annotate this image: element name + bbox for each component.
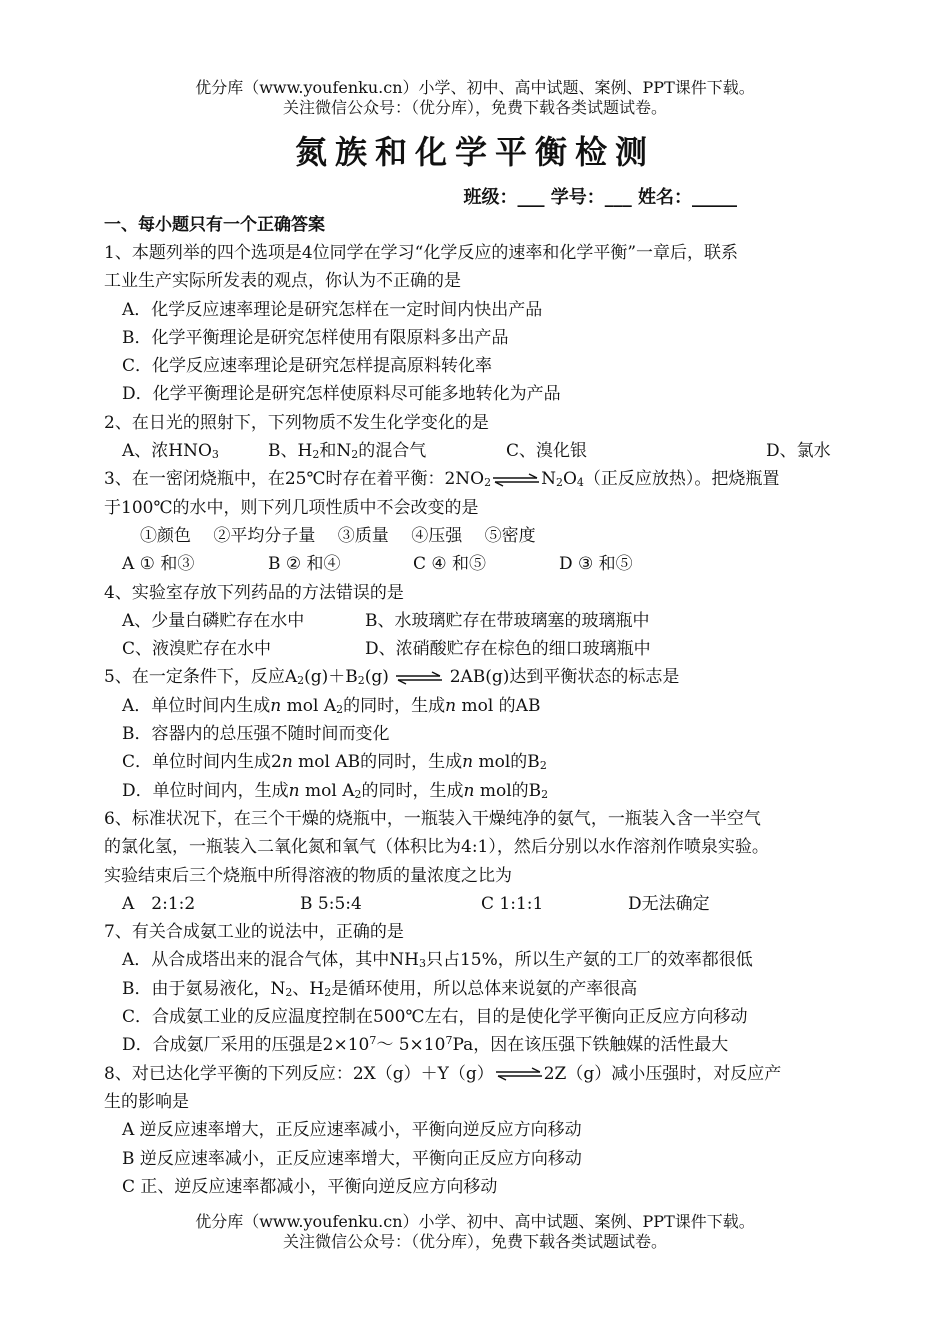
equilibrium-arrow-icon [394,671,444,685]
q3-options [104,550,854,578]
q8-stem-1: 8、对已达化学平衡的下列反应：2X（g）＋Y（g） 2Z（g）减小压强时，对反应产 [104,1063,782,1084]
q4-option-a: A、少量白磷贮存在水中 [122,610,305,631]
q2-options [104,437,854,465]
page-title: 氮族和化学平衡检测 [294,133,655,171]
q2-option-a: A、浓$HNO_3$ [122,441,219,462]
q8-option-a: A 逆反应速率增大，正反应速率减小，平衡向逆反应方向移动 [122,1120,582,1141]
section-heading: 一、每小题只有一个正确答案 [104,215,325,235]
q1-option-a: A．化学反应速率理论是研究怎样在一定时间内快出产品 [122,299,543,320]
q6-option-c: C 1:1:1 [481,893,544,914]
q2-stem: 2、在日光的照射下，下列物质不发生化学变化的是 [104,412,489,433]
q7-stem: 7、有关合成氨工业的说法中，正确的是 [104,922,404,943]
q1-stem-2: 工业生产实际所发表的观点，你认为不正确的是 [104,271,461,292]
q5-option-c: C．单位时间内生成2n mol AB的同时，生成n mol的$B_2$ [122,752,547,773]
q7-option-a: A．从合成塔出来的混合气体，其中$NH_3$只占15%，所以生产氨的工厂的效率都很低 [122,950,753,971]
question-content [104,212,854,1201]
q8-stem-2: 生的影响是 [104,1091,189,1112]
q1-option-c: C．化学反应速率理论是研究怎样提高原料转化率 [122,356,493,377]
q3-stem-1: 3、在一密闭烧瓶中，在25℃时存在着平衡：$2NO_2$ $N_2O_4$（正反应放热）。把烧瓶置 [104,469,780,490]
q3-option-d: D ③ 和⑤ [559,554,633,575]
q3-option-b: B ② 和④ [268,554,341,575]
q4-stem: 4、实验室存放下列药品的方法错误的是 [104,582,404,603]
q6-stem-3: 实验结束后三个烧瓶中所得溶液的物质的量浓度之比为 [104,865,512,886]
q6-stem-2: 的氯化氢，一瓶装入二氧化氮和氧气（体积比为4:1），然后分别以水作溶剂作喷泉实验。 [104,837,769,858]
header-line-1: 优分库（www.youfenku.cn）小学、初中、高中试题、案例、PPT课件下载。 [195,78,755,97]
q8-option-c: C 正、逆反应速率都减小，平衡向逆反应方向移动 [122,1176,498,1197]
q2-option-d: D、氯水 [766,441,831,462]
q7-option-b: B．由于氨易液化，$N_2$、$H_2$是循环使用，所以总体来说氨的产率很高 [122,978,638,999]
equilibrium-arrow-icon [494,1067,544,1081]
q1-option-d: D．化学平衡理论是研究怎样使原料尽可能多地转化为产品 [122,384,561,405]
q4-option-c: C、液溴贮存在水中 [122,639,272,660]
q6-stem-1: 6、标准状况下，在三个干燥的烧瓶中，一瓶装入干燥纯净的氨气，一瓶装入含一半空气 [104,808,761,829]
header-line-2: 关注微信公众号：（优分库），免费下载各类试题试卷。 [282,98,667,117]
q4-options-ab [104,607,854,635]
q2-option-c: C、溴化银 [506,441,588,462]
q8-option-b: B 逆反应速率减小，正反应速率增大，平衡向正反应方向移动 [122,1148,582,1169]
q4-option-b: B、水玻璃贮存在带玻璃塞的玻璃瓶中 [365,610,650,631]
q2-option-b: B、$H_2$和$N_2$的混合气 [268,441,427,462]
q3-stem-2: 于100℃的水中，则下列几项性质中不会改变的是 [104,497,479,518]
q6-option-d: D无法确定 [628,893,710,914]
q3-properties: ①颜色 ②平均分子量 ③质量 ④压强 ⑤密度 [140,525,536,546]
q3-option-a: A ① 和③ [122,554,195,575]
class-info: 班级：___ 学号：___ 姓名：_____ [463,187,737,208]
q4-options-cd [104,635,854,663]
q5-option-a: A．单位时间内生成n mol $A_2$的同时，生成n mol 的AB [122,695,541,716]
q5-option-d: D．单位时间内，生成n mol $A_2$的同时，生成n mol的$B_2$ [122,780,549,801]
q6-option-a: A 2:1:2 [122,893,196,914]
q6-options [104,890,854,918]
q5-stem: 5、在一定条件下，反应$A_2(g)+B_2(g)$ 2AB(g)达到平衡状态的标志是 [104,667,680,688]
q4-option-d: D、浓硝酸贮存在棕色的细口玻璃瓶中 [365,639,651,660]
q7-option-c: C．合成氨工业的反应温度控制在500℃左右，目的是使化学平衡向正反应方向移动 [122,1007,748,1028]
q7-option-d: D．合成氨厂采用的压强是$2\times 10^7\sim$ $5\times 10^7Pa$，因在该压强下铁触媒的活性最大 [122,1034,729,1056]
footer-line-1: 优分库（www.youfenku.cn）小学、初中、高中试题、案例、PPT课件下载。 [195,1212,755,1231]
equilibrium-arrow-icon [491,473,541,487]
footer-line-2: 关注微信公众号：（优分库），免费下载各类试题试卷。 [282,1232,667,1251]
q1-stem-1: 1、本题列举的四个选项是4位同学在学习“化学反应的速率和化学平衡”一章后，联系 [104,243,739,263]
q6-option-b: B 5:5:4 [300,893,362,914]
q1-option-b: B．化学平衡理论是研究怎样使用有限原料多出产品 [122,327,509,348]
q5-option-b: B．容器内的总压强不随时间而变化 [122,724,390,745]
q3-option-c: C ④ 和⑤ [413,554,487,575]
